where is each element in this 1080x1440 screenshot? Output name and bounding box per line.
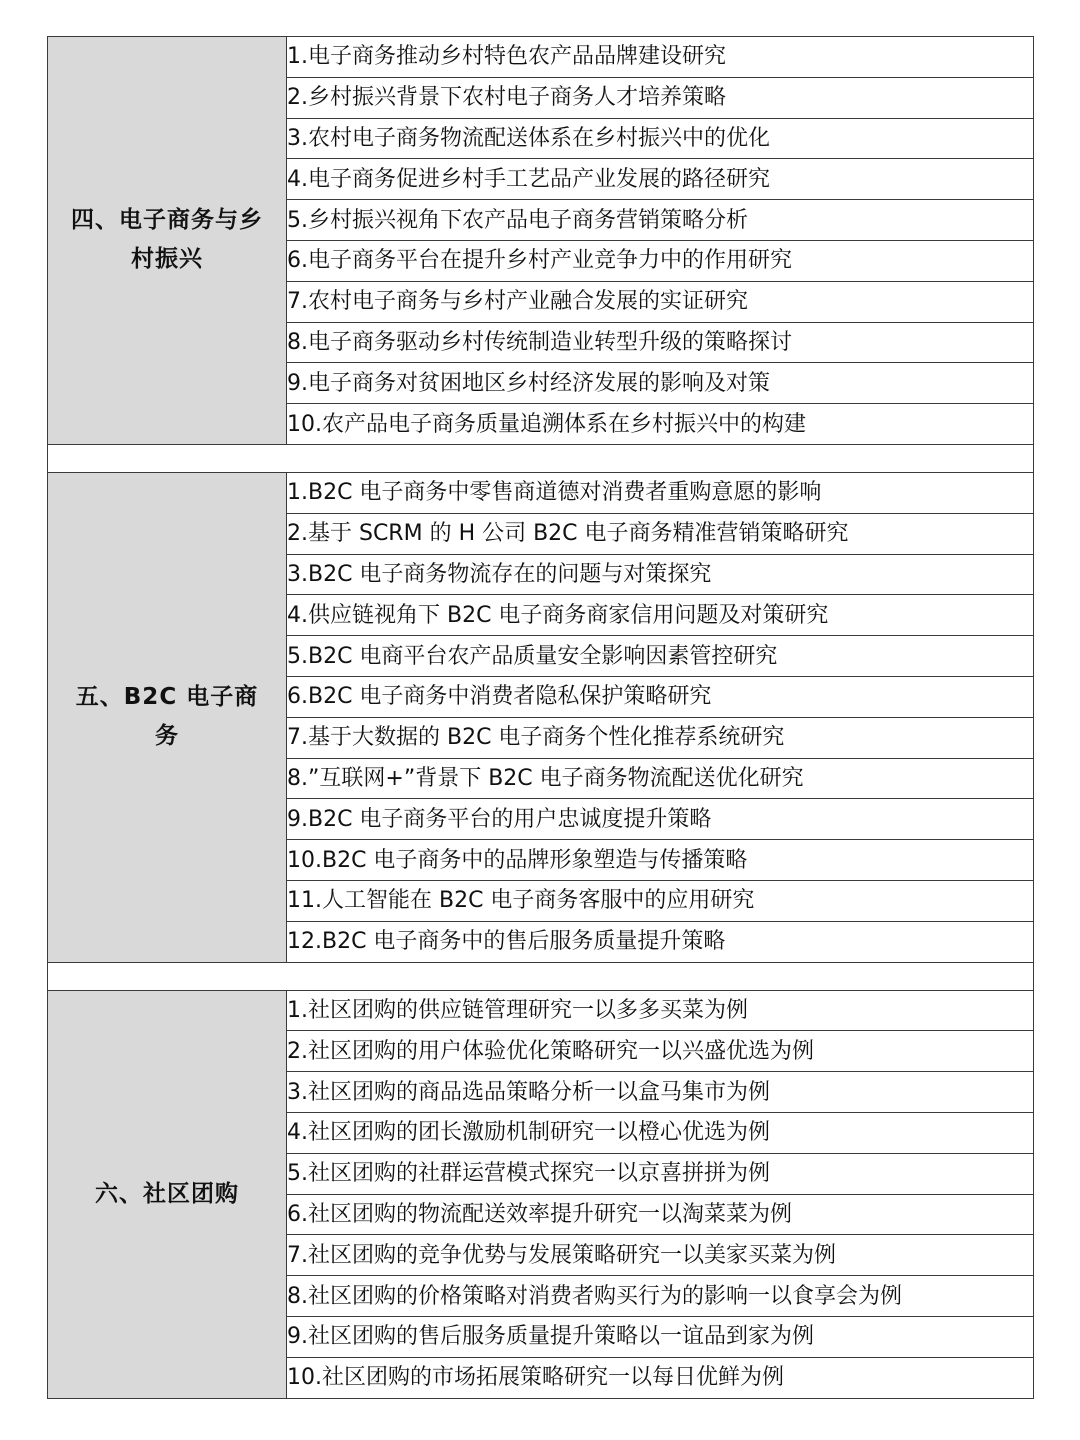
- table-row: [48, 472, 1034, 513]
- section-spacer-row: [48, 962, 1034, 990]
- topic-item: 3.社区团购的商品选品策略分析一以盒马集市为例: [287, 1072, 1034, 1113]
- table-row: [48, 990, 1034, 1031]
- category-label: 五、B2C 电子商务: [75, 684, 259, 750]
- topic-item: 11.人工智能在 B2C 电子商务客服中的应用研究: [287, 880, 1034, 921]
- topic-item: 10.B2C 电子商务中的品牌形象塑造与传播策略: [287, 840, 1034, 881]
- topic-item: 2.社区团购的用户体验优化策略研究一以兴盛优选为例: [287, 1031, 1034, 1072]
- topic-item: 9.电子商务对贫困地区乡村经济发展的影响及对策: [287, 363, 1034, 404]
- topic-item: 8.电子商务驱动乡村传统制造业转型升级的策略探讨: [287, 322, 1034, 363]
- topic-item: 6.电子商务平台在提升乡村产业竞争力中的作用研究: [287, 240, 1034, 281]
- topic-item: 8.社区团购的价格策略对消费者购买行为的影响一以食享会为例: [287, 1276, 1034, 1317]
- topic-item: 1.社区团购的供应链管理研究一以多多买菜为例: [287, 990, 1034, 1031]
- topic-item: 8.”互联网+”背景下 B2C 电子商务物流配送优化研究: [287, 758, 1034, 799]
- topic-item: 10.农产品电子商务质量追溯体系在乡村振兴中的构建: [287, 404, 1034, 445]
- topic-item: 4.社区团购的团长激励机制研究一以橙心优选为例: [287, 1112, 1034, 1153]
- section-spacer: [48, 962, 1034, 990]
- topic-item: 1.B2C 电子商务中零售商道德对消费者重购意愿的影响: [287, 472, 1034, 513]
- topics-table-body: [48, 37, 1034, 1399]
- topic-item: 9.B2C 电子商务平台的用户忠诚度提升策略: [287, 799, 1034, 840]
- category-label: 四、电子商务与乡村振兴: [71, 207, 263, 273]
- category-label: 六、社区团购: [95, 1180, 239, 1207]
- topic-item: 3.B2C 电子商务物流存在的问题与对策探究: [287, 554, 1034, 595]
- section-spacer: [48, 444, 1034, 472]
- section-spacer-row: [48, 444, 1034, 472]
- topic-item: 3.农村电子商务物流配送体系在乡村振兴中的优化: [287, 118, 1034, 159]
- topic-item: 7.基于大数据的 B2C 电子商务个性化推荐系统研究: [287, 717, 1034, 758]
- topic-item: 5.乡村振兴视角下农产品电子商务营销策略分析: [287, 200, 1034, 241]
- topic-item: 6.社区团购的物流配送效率提升研究一以淘菜菜为例: [287, 1194, 1034, 1235]
- table-row: [48, 37, 1034, 78]
- topics-table: [47, 36, 1034, 1399]
- topic-item: 5.社区团购的社群运营模式探究一以京喜拼拼为例: [287, 1153, 1034, 1194]
- topic-item: 10.社区团购的市场拓展策略研究一以每日优鲜为例: [287, 1357, 1034, 1398]
- category-cell: [48, 990, 287, 1398]
- topic-item: 1.电子商务推动乡村特色农产品品牌建设研究: [287, 37, 1034, 78]
- topic-item: 4.电子商务促进乡村手工艺品产业发展的路径研究: [287, 159, 1034, 200]
- topic-item: 9.社区团购的售后服务质量提升策略以一谊品到家为例: [287, 1316, 1034, 1357]
- category-cell: [48, 37, 287, 445]
- topic-item: 7.农村电子商务与乡村产业融合发展的实证研究: [287, 281, 1034, 322]
- topic-item: 2.乡村振兴背景下农村电子商务人才培养策略: [287, 77, 1034, 118]
- topic-item: 6.B2C 电子商务中消费者隐私保护策略研究: [287, 676, 1034, 717]
- topic-item: 7.社区团购的竞争优势与发展策略研究一以美家买菜为例: [287, 1235, 1034, 1276]
- topic-item: 5.B2C 电商平台农产品质量安全影响因素管控研究: [287, 636, 1034, 677]
- topic-item: 2.基于 SCRM 的 H 公司 B2C 电子商务精准营销策略研究: [287, 513, 1034, 554]
- topic-item: 12.B2C 电子商务中的售后服务质量提升策略: [287, 921, 1034, 962]
- topic-item: 4.供应链视角下 B2C 电子商务商家信用问题及对策研究: [287, 595, 1034, 636]
- category-cell: [48, 472, 287, 962]
